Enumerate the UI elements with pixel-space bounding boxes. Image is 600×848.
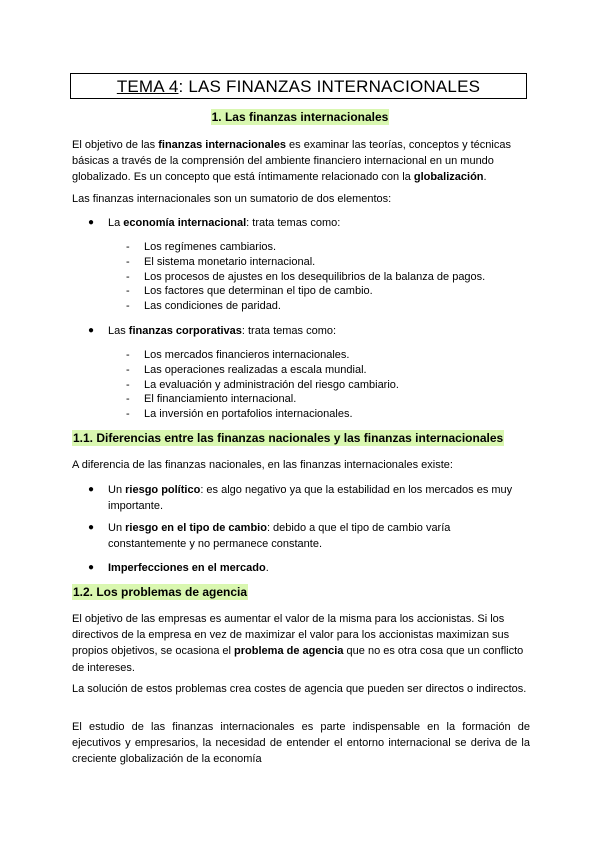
section-1-2-p3: El estudio de las finanzas internacionales es parte indispensable en la formación de ejecutivos y empresarios, la necesidad de entender el entorno internacional se deriva de la creciente globalización de la economía	[72, 721, 530, 766]
bullet-riesgo-cambio-text	[108, 520, 526, 552]
bullet-imperfecciones-post: .	[265, 562, 269, 574]
bullet-dot-icon: ●	[88, 325, 95, 336]
bullet-imperfecciones-text	[108, 560, 526, 576]
list-item-text: Las condiciones de paridad.	[144, 300, 281, 313]
list-item-text: La evaluación y administración del riesgo cambiario.	[144, 378, 399, 391]
intro-text-c: es examinar las teorías, conceptos y técnicas básicas a través de la comprensión del ambiente financiero internacional en un mundo globalizado. Es un concepto que está íntimamente relacionado con la	[72, 139, 511, 184]
section-1-2-heading-text: 1.2. Los problemas de agencia	[73, 585, 248, 599]
bullet-riesgo-politico-bold: riesgo político	[125, 484, 201, 496]
list-item-text: Los mercados financieros internacionales.	[144, 349, 350, 361]
section-1-2-p2: La solución de estos problemas crea costes de agencia que pueden ser directos o indirectos.	[72, 683, 527, 695]
intro-text-e: .	[483, 171, 487, 184]
bullet-corporativas-text	[108, 323, 526, 339]
p1-text-c: que no es otra cosa que un conflicto de intereses.	[72, 645, 524, 674]
title-rest: : LAS FINANZAS INTERNACIONALES	[178, 77, 481, 96]
dash-icon: -	[126, 349, 130, 361]
intro-bold-finanzas: finanzas internacionales	[158, 139, 286, 151]
dash-icon: -	[126, 270, 130, 283]
list-item-text: Los regímenes cambiarios.	[144, 241, 277, 253]
title-prefix: TEMA 4	[116, 77, 179, 96]
page-title	[70, 73, 527, 99]
bullet-economia-pre: La	[108, 217, 124, 229]
bullet-riesgo-politico-pre: Un	[108, 484, 126, 496]
bullet-economia-post: : trata temas como:	[246, 217, 341, 229]
section-1-2-heading	[72, 585, 248, 599]
bullet-riesgo-cambio-bold: riesgo en el tipo de cambio	[125, 522, 267, 534]
bullet-imperfecciones-bold: Imperfecciones en el mercado	[108, 562, 266, 574]
dash-icon: -	[126, 363, 130, 376]
p1-bold-problema: problema de agencia	[234, 645, 344, 658]
dash-icon: -	[126, 408, 130, 421]
bullet-corporativas-pre: Las	[108, 325, 129, 337]
section-1-sum: Las finanzas internacionales son un sumatorio de dos elementos:	[72, 193, 392, 205]
dash-icon: -	[126, 255, 130, 268]
section-1-2-p1	[72, 611, 530, 676]
bullet-corporativas-bold: finanzas corporativas	[128, 325, 242, 337]
list-corporativas	[126, 348, 526, 422]
intro-text-a: El objetivo de las	[72, 139, 159, 151]
bullet-dot-icon: ●	[88, 562, 95, 573]
bullet-dot-icon: ●	[88, 522, 95, 533]
section-1-1-heading-text: 1.1. Diferencias entre las finanzas nacionales y las finanzas internacionales	[73, 431, 504, 445]
list-item-text: El sistema monetario internacional.	[144, 255, 316, 268]
section-1-1-intro: A diferencia de las finanzas nacionales, en las finanzas internacionales existe:	[72, 459, 453, 471]
list-item	[126, 363, 526, 378]
list-item	[126, 392, 526, 407]
list-item-text: Las operaciones realizadas a escala mundial.	[144, 363, 367, 376]
bullet-corporativas-post: : trata temas como:	[241, 325, 337, 337]
bullet-dot-icon: ●	[88, 484, 95, 495]
list-item-text: Los factores que determinan el tipo de cambio.	[144, 285, 373, 298]
bullet-riesgo-cambio-pre: Un	[108, 522, 126, 534]
bullet-dot-icon: ●	[88, 217, 95, 228]
list-item	[126, 270, 526, 285]
dash-icon: -	[126, 285, 130, 298]
section-1-heading-text: 1. Las finanzas internacionales	[211, 110, 389, 124]
list-item-text: La inversión en portafolios internacionales.	[144, 408, 353, 421]
bullet-economia-text	[108, 215, 526, 231]
bullet-economia-bold: economía internacional	[123, 217, 247, 229]
intro-bold-globalizacion: globalización	[413, 171, 484, 184]
list-item	[126, 240, 526, 255]
list-economia	[126, 240, 526, 314]
bullet-riesgo-politico-post: : es algo negativo ya que la estabilidad en los mercados es muy importante.	[108, 484, 513, 513]
section-1-intro	[72, 137, 530, 186]
p1-text-a: El objetivo de las empresas es aumentar el valor de la misma para los accionistas. Si los directivos de la empresa en vez de maximizar el valor para los accionistas maximizan sus propios objetivos, se ocasiona el	[72, 613, 510, 658]
list-item-text: El financiamiento internacional.	[144, 393, 297, 406]
section-1-heading	[0, 110, 600, 124]
bullet-riesgo-politico-text	[108, 482, 526, 514]
list-item-text: Los procesos de ajustes en los desequilibrios de la balanza de pagos.	[144, 270, 486, 283]
dash-icon: -	[126, 300, 130, 313]
dash-icon: -	[126, 241, 130, 253]
list-item	[126, 299, 526, 314]
list-item	[126, 348, 526, 363]
list-item	[126, 255, 526, 270]
list-item	[126, 407, 526, 422]
dash-icon: -	[126, 378, 130, 391]
section-1-1-heading	[72, 431, 504, 445]
list-item	[126, 284, 526, 299]
bullet-riesgo-cambio-post: : debido a que el tipo de cambio varía constantemente y no permanece constante.	[108, 522, 451, 551]
dash-icon: -	[126, 393, 130, 406]
list-item	[126, 378, 526, 393]
